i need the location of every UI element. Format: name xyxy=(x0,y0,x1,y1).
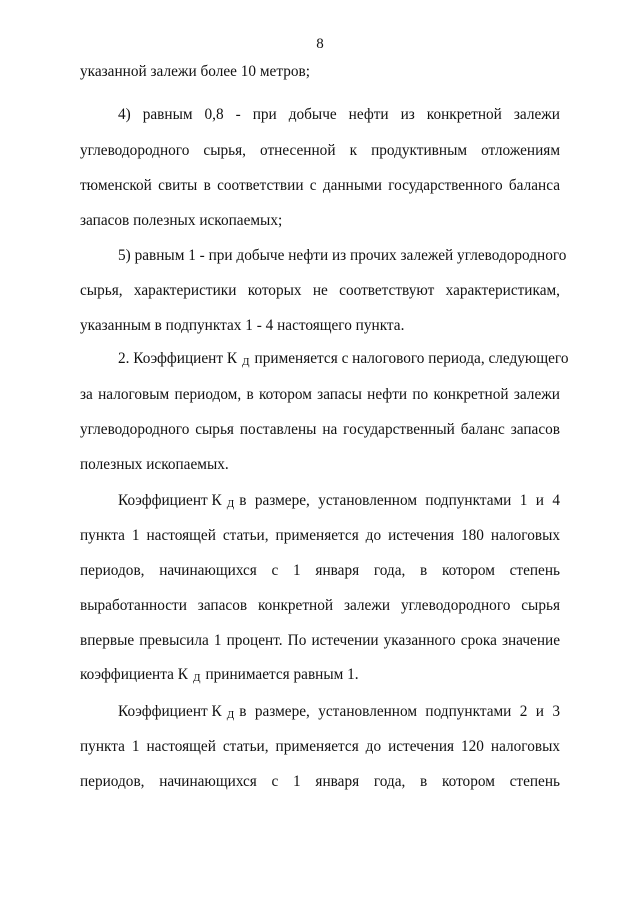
text-line: выработанности запасов конкретной залежи углеводородного сырья xyxy=(80,597,560,614)
subscript-d: Д xyxy=(192,672,201,684)
text-line: тюменской свиты в соответствии с данными государственного баланса xyxy=(80,177,560,194)
text-line: за налоговым периодом, в котором запасы нефти по конкретной залежи xyxy=(80,386,560,403)
text-line: впервые превысила 1 процент. По истечении указанного срока значение xyxy=(80,632,560,649)
text-line: углеводородного сырья, отнесенной к продуктивным отложениям xyxy=(80,142,560,159)
text-line-composite xyxy=(118,492,560,510)
text-line: периодов, начинающихся с 1 января года, в котором степень xyxy=(80,773,560,790)
subscript-d: Д xyxy=(226,498,235,510)
text-line-composite xyxy=(118,350,569,368)
text-line: сырья, характеристики которых не соответствуют характеристикам, xyxy=(80,282,560,299)
text-line: пункта 1 настоящей статьи, применяется до истечения 180 налоговых xyxy=(80,527,560,544)
subscript-d: Д xyxy=(226,709,235,721)
text-segment: применяется с налогового периода, следующего xyxy=(254,350,569,367)
text-line-composite xyxy=(118,703,560,721)
text-segment: принимается равным 1. xyxy=(205,666,359,683)
text-segment: Коэффициент К xyxy=(118,703,222,720)
text-segment: коэффициента К xyxy=(80,666,188,683)
text-line: запасов полезных ископаемых; xyxy=(80,212,283,229)
text-segment: 2. Коэффициент К xyxy=(118,350,238,367)
text-segment: в размере, установленном подпунктами 2 и 3 xyxy=(239,703,560,720)
text-line: указанным в подпунктах 1 - 4 настоящего пункта. xyxy=(80,317,405,334)
text-line: 5) равным 1 - при добыче нефти из прочих залежей углеводородного xyxy=(118,247,567,264)
text-line: углеводородного сырья поставлены на государственный баланс запасов xyxy=(80,421,560,438)
text-line: полезных ископаемых. xyxy=(80,456,229,473)
text-line: пункта 1 настоящей статьи, применяется до истечения 120 налоговых xyxy=(80,738,560,755)
text-segment: в размере, установленном подпунктами 1 и 4 xyxy=(239,492,560,509)
page-number: 8 xyxy=(316,36,324,52)
text-line: 4) равным 0,8 - при добыче нефти из конкретной залежи xyxy=(118,106,560,123)
text-line-composite xyxy=(80,666,560,684)
text-line: указанной залежи более 10 метров; xyxy=(80,63,310,80)
text-line: периодов, начинающихся с 1 января года, в котором степень xyxy=(80,562,560,579)
text-segment: Коэффициент К xyxy=(118,492,222,509)
subscript-d: Д xyxy=(242,356,250,368)
